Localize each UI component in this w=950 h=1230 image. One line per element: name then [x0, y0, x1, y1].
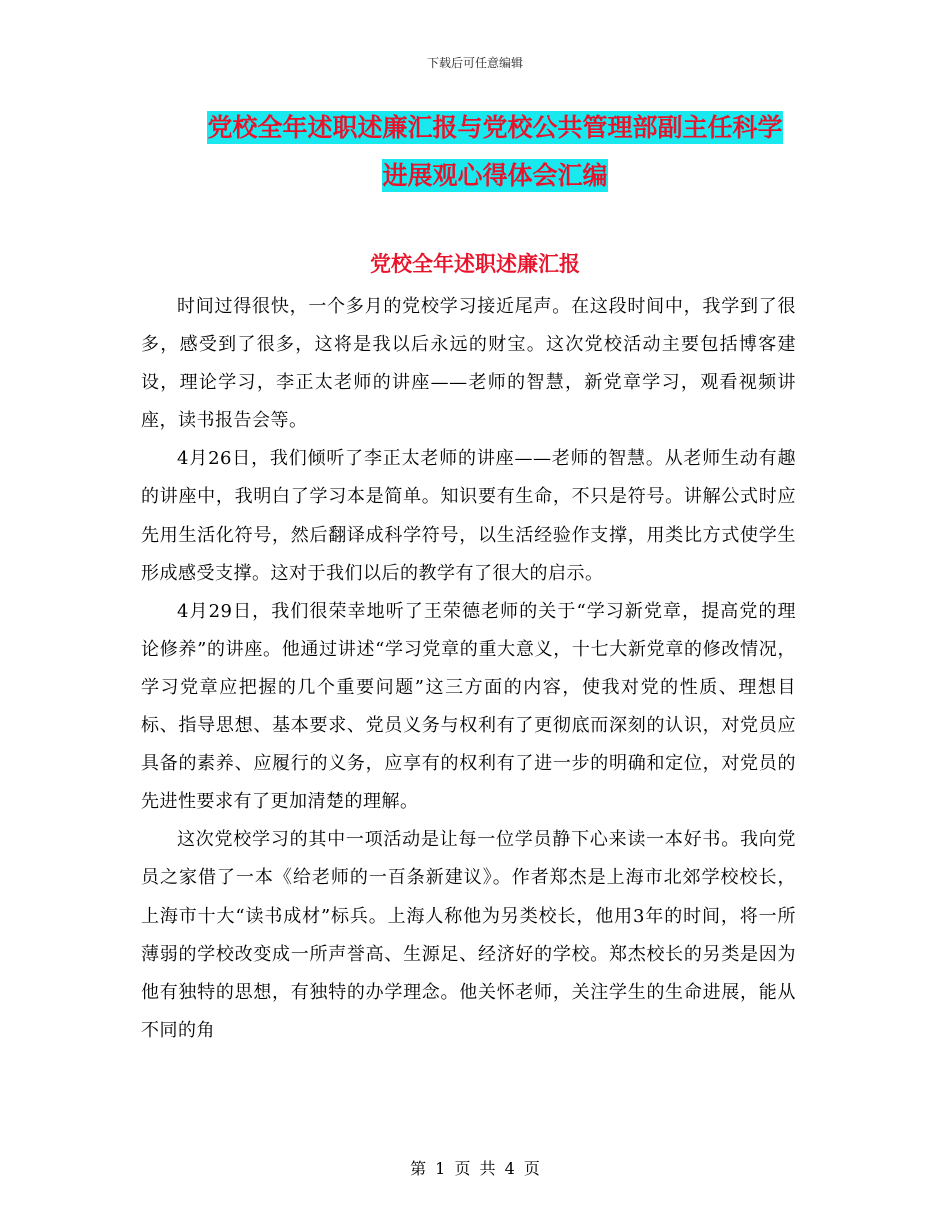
body-paragraph-2: 4月26日，我们倾听了李正太老师的讲座——老师的智慧。从老师生动有趣的讲座中，我明白了学习本是简单。知识要有生命，不只是符号。讲解公式时应先用生活化符号，然后翻译成科学符号，以生活经验作支撑，用类比方式使学生形成感受支撑。这对于我们以后的教学有了很大的启示。: [141, 448, 796, 584]
body-paragraph-3: 4月29日，我们很荣幸地听了王荣德老师的关于“学习新党章，提高党的理论修养”的讲座。他通过讲述“学习党章的重大意义，十七大新党章的修改情况，学习党章应把握的几个重要问题”这三方面的内容，使我对党的性质、理想目标、指导思想、基本要求、党员义务与权利有了更彻底而深刻的认识，对党员应具备的素养、应履行的义务，应享有的权利有了进一步的明确和定位，对党员的先进性要求有了更加清楚的理解。: [141, 600, 796, 813]
document-title: [140, 104, 850, 200]
body-paragraph-1: 时间过得很快，一个多月的党校学习接近尾声。在这段时间中，我学到了很多，感受到了很多，这将是我以后永远的财宝。这次党校活动主要包括博客建设，理论学习，李正太老师的讲座——老师的智慧，新党章学习，观看视频讲座，读书报告会等。: [141, 296, 796, 432]
body-paragraph-4: 这次党校学习的其中一项活动是让每一位学员静下心来读一本好书。我向党员之家借了一本《给老师的一百条新建议》。作者郑杰是上海市北郊学校校长，上海市十大“读书成材”标兵。上海人称他为另类校长，他用3年的时间，将一所薄弱的学校改变成一所声誉高、生源足、经济好的学校。郑杰校长的另类是因为他有独特的思想，有独特的办学理念。他关怀老师，关注学生的生命进展，能从不同的角: [141, 829, 796, 1041]
document-title-line-2: 进展观心得体会汇编: [382, 161, 608, 190]
page-header-note: 下载后可任意编辑: [426, 56, 523, 70]
document-title-line-1: 党校全年述职述廉汇报与党校公共管理部副主任科学: [207, 113, 783, 142]
section-title: 党校全年述职述廉汇报: [370, 252, 580, 276]
document-body: [141, 288, 796, 1050]
page-footer: 第 1 页 共 4 页: [410, 1159, 540, 1178]
